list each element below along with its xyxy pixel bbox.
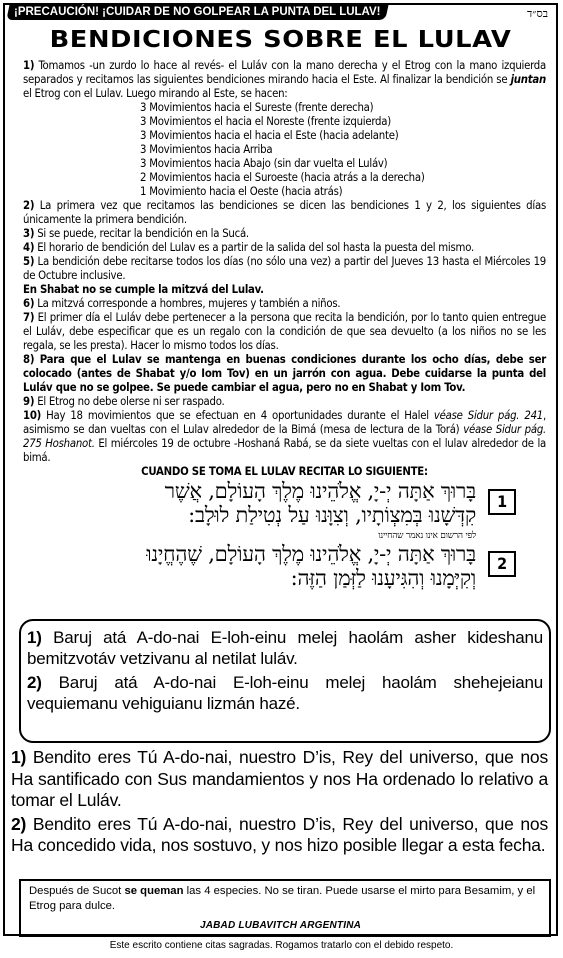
- transliteration-box: [19, 619, 551, 743]
- movement-item: 3 Movimientos el hacia el Noreste (frente izquierda): [140, 115, 391, 128]
- movement-item: 3 Movimientos hacia el hacia el Este (hacia adelante): [140, 129, 399, 142]
- instruction-2: 2) La primera vez que recitamos las bendiciones se dicen las bendiciones 1 y 2, los siguientes días únicamente la primera bendición.: [23, 199, 546, 226]
- bsd-mark: בס״ד: [526, 7, 548, 20]
- respect-note: Este escrito contiene citas sagradas. Rogamos tratarlo con el debido respeto.: [109, 940, 454, 951]
- hebrew-blessing-1: [23, 479, 546, 531]
- movement-item: 3 Movimientos hacia Arriba: [140, 143, 273, 156]
- hebrew-note: לפי הרשום אינו נאמר שהחיינו: [378, 531, 476, 541]
- footer-note-box: Después de Sucot se queman las 4 especies. No se tiran. Puede usarse el mirto para Besamim, y el Etrog para dulce.: [19, 879, 551, 937]
- instruction-1: 1) Tomamos -un zurdo lo hace al revés- el Luláv con la mano derecha y el Etrog con la mano izquierda separados y recitamos las siguientes bendiciones mirando hacia el Este. Al finalizar la bendición se juntan el Etrog con el Lulav. Luego mirando al Este, se hacen:: [23, 59, 546, 100]
- recite-heading: CUANDO SE TOMA EL LULAV RECITAR LO SIGUIENTE:: [141, 465, 428, 478]
- hebrew-line: קִדְּשָׁנוּ בְּמִצְוֹתָיו, וְצִוָּנוּ עַל נְטִילַת לוּלָב:: [188, 503, 476, 527]
- blessing-number-box: 1: [488, 489, 516, 515]
- warning-banner: ¡PRECAUCIÓN! ¡CUIDAR DE NO GOLPEAR LA PUNTA DEL LULAV!: [6, 4, 388, 20]
- movement-item: 3 Movimientos hacia el Sureste (frente derecha): [140, 101, 374, 114]
- transliteration-2: 2) Baruj atá A-do-nai E-loh-einu melej haolám shehejeianu vequiemanu vehiguianu lizmán hazé.: [27, 673, 543, 713]
- instruction-5: 5) La bendición debe recitarse todos los días (no sólo una vez) a partir del Jueves 13 hasta el Miércoles 19 de Octubre inclusive.: [23, 255, 546, 282]
- movement-item: 2 Movimientos hacia el Suroeste (hacia atrás a la derecha): [140, 171, 425, 184]
- document-frame: [3, 3, 558, 936]
- signature: JABAD LUBAVITCH ARGENTINA: [199, 920, 362, 931]
- instruction-4: 4) El horario de bendición del Lulav es a partir de la salida del sol hasta la puesta del mismo.: [23, 241, 474, 254]
- instruction-9: 9) El Etrog no debe olerse ni ser raspado.: [23, 395, 225, 408]
- instruction-3: 3) Si se puede, recitar la bendición en la Sucá.: [23, 227, 249, 240]
- instruction-6: 6) La mitzvá corresponde a hombres, mujeres y también a niños.: [23, 297, 341, 310]
- spanish-translation: [11, 747, 548, 859]
- hebrew-line: וְקִיְּמָנוּ וְהִגִּיעָנוּ לַזְּמַן הַזֶּה:: [290, 566, 476, 590]
- instructions: [23, 59, 546, 593]
- hebrew-line: בָּרוּךְ אַתָּה יְ-יָ, אֱלֹהֵינוּ מֶלֶךְ הָעוֹלָם, אֲשֶׁר: [164, 479, 476, 503]
- translation-1: 1) Bendito eres Tú A-do-nai, nuestro D’is, Rey del universo, que nos Ha santificado con Sus mandamientos y nos Ha ordenado lo relativo a tomar el Luláv.: [11, 747, 548, 810]
- hebrew-line: בָּרוּךְ אַתָּה יְ-יָ, אֱלֹהֵינוּ מֶלֶךְ הָעוֹלָם, שֶׁהֶחֱיָנוּ: [146, 542, 476, 566]
- hebrew-blessing-2: [23, 531, 546, 593]
- page-title: BENDICIONES SOBRE EL LULAV: [49, 27, 512, 53]
- instruction-7: 7) El primer día el Luláv debe pertenecer a la persona que recita la bendición, por lo tanto quien entregue el Luláv, debe especificar que es un regalo con la condición de que sea devuelto (a los niños no se les regala, se les presta). Hacer lo mismo todos los días.: [23, 311, 546, 352]
- translation-2: 2) Bendito eres Tú A-do-nai, nuestro D’is, Rey del universo, que nos Ha concedido vida, nos sostuvo, y nos hizo posible llegar a esta fecha.: [11, 813, 548, 855]
- transliteration-1: 1) Baruj atá A-do-nai E-loh-einu melej haolám asher kideshanu bemitzvotáv vetzivanu al netilat luláv.: [27, 628, 543, 668]
- instruction-8: 8) Para que el Lulav se mantenga en buenas condiciones durante los ocho días, debe ser colocado (antes de Shabat y/o Iom Tov) en un jarrón con agua. Debe cuidarse la punta del Luláv que no se golpee. Se puede cambiar el agua, pero no en Shabat y Iom Tov.: [23, 353, 546, 394]
- blessing-number-box: 2: [488, 551, 516, 577]
- instruction-10: 10) Hay 18 movimientos que se efectuan en 4 oportunidades durante el Halel véase Sidur pág. 241, asimismo se dan vueltas con el Lulav alrededor de la Bimá (mesa de lectura de la Torá) véase Sidur pág. 275 Hoshanot. El miércoles 19 de octubre -Hoshaná Rabá, se da siete vueltas con el lulav alrededor de la bimá.: [23, 409, 547, 464]
- movement-item: 1 Movimiento hacia el Oeste (hacia atrás): [140, 185, 343, 198]
- shabbat-note: En Shabat no se cumple la mitzvá del Lulav.: [23, 283, 264, 296]
- movement-item: 3 Movimientos hacia Abajo (sin dar vuelta el Luláv): [140, 157, 388, 170]
